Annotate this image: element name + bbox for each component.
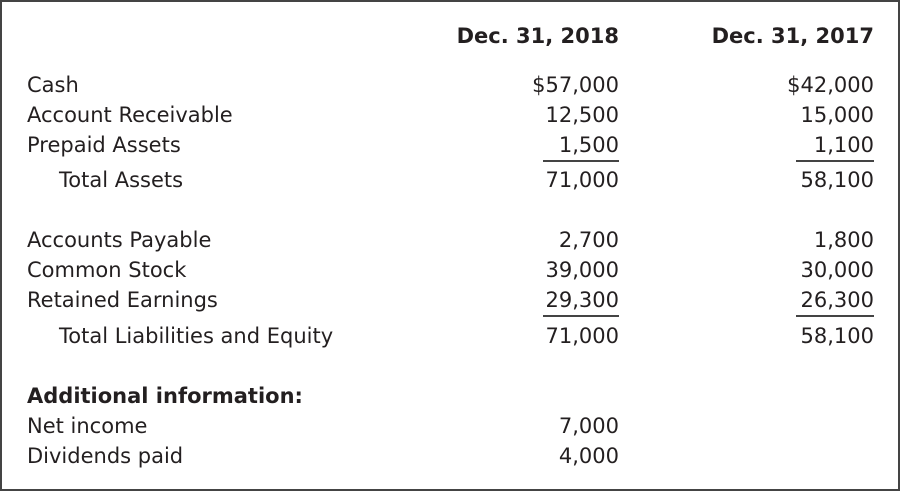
table-row [0,225,900,255]
value-2017: 30,000 [800,258,874,282]
row-label: Net income [27,414,148,438]
column-header-row [0,21,900,51]
value-2018: 4,000 [558,444,619,468]
value-2018: 71,000 [545,168,619,192]
value-2017: 15,000 [800,103,874,127]
value-2018: 71,000 [545,324,619,348]
value-2018: 29,300 [545,288,619,312]
row-label: Prepaid Assets [27,133,181,157]
value-2017: 58,100 [800,324,874,348]
value-2018: 12,500 [545,103,619,127]
table-row [0,100,900,130]
row-label: Account Receivable [27,103,233,127]
row-label: Common Stock [27,258,187,282]
additional-info-heading: Additional information: [27,384,303,408]
value-2017: $42,000 [787,73,874,97]
row-label: Dividends paid [27,444,184,468]
subtotal-underline [543,315,619,317]
value-2017: 1,100 [813,133,874,157]
value-2018: 39,000 [545,258,619,282]
table-row [0,255,900,285]
table-row [0,411,900,441]
row-label: Total Liabilities and Equity [59,324,334,348]
value-2018: $57,000 [532,73,619,97]
value-2018: 2,700 [558,228,619,252]
column-header-2018: Dec. 31, 2018 [456,24,619,48]
value-2018: 1,500 [558,133,619,157]
value-2018: 7,000 [558,414,619,438]
additional-info-heading-row [0,381,900,411]
value-2017: 1,800 [813,228,874,252]
row-label: Cash [27,73,79,97]
subtotal-underline [796,160,874,162]
value-2017: 26,300 [800,288,874,312]
value-2017: 58,100 [800,168,874,192]
table-row [0,130,900,160]
table-row [0,70,900,100]
subtotal-underline [543,160,619,162]
total-liabilities-equity-row [0,321,900,351]
row-label: Total Assets [59,168,184,192]
row-label: Retained Earnings [27,288,218,312]
row-label: Accounts Payable [27,228,212,252]
table-row [0,285,900,315]
total-assets-row [0,165,900,195]
table-row [0,441,900,471]
column-header-2017: Dec. 31, 2017 [711,24,874,48]
subtotal-underline [796,315,874,317]
